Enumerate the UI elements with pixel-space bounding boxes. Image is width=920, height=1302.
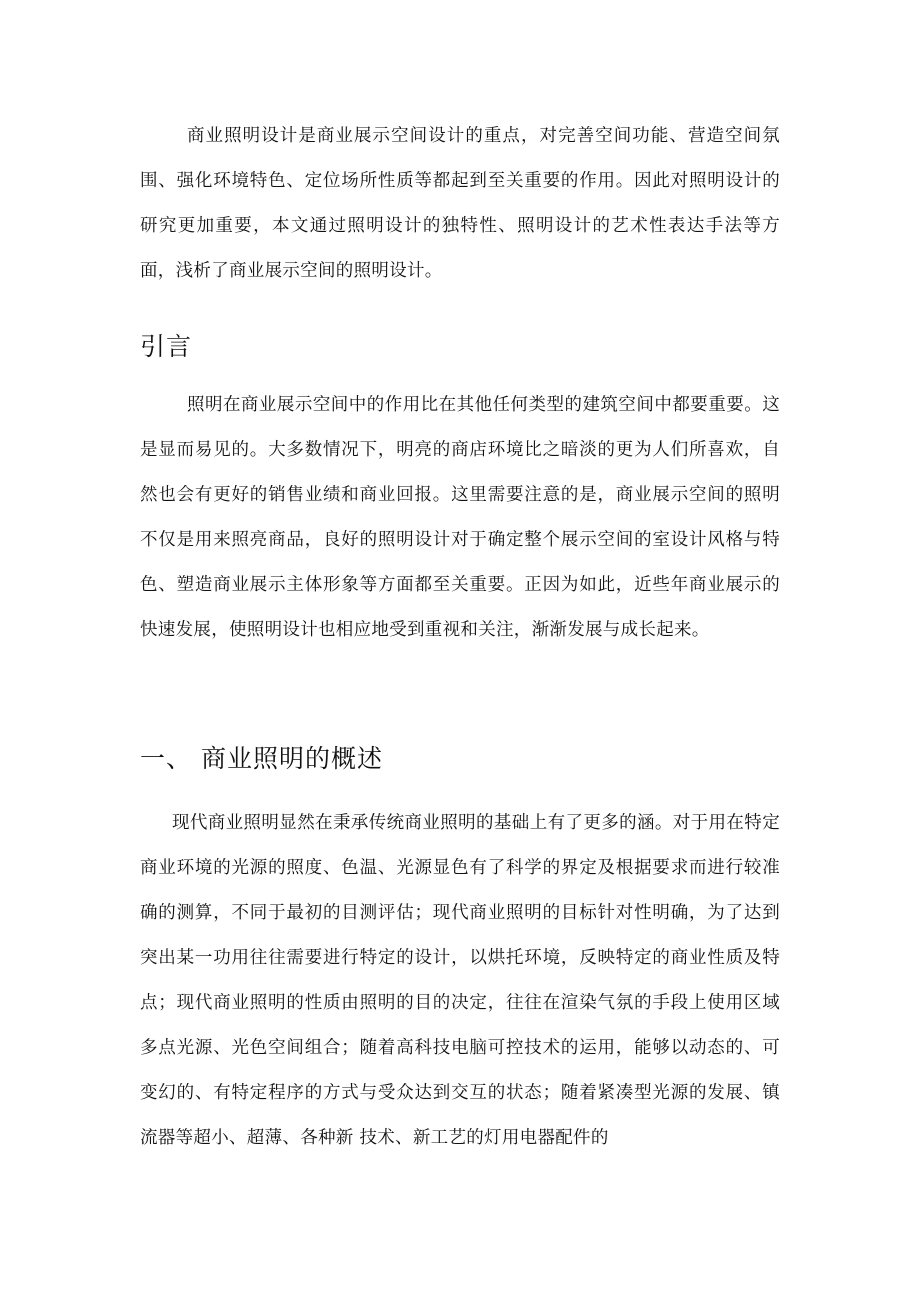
section-1-paragraph: 现代商业照明显然在秉承传统商业照明的基础上有了更多的涵。对于用在特定商业环境的光源的照度、色温、光源显色有了科学的界定及根据要求而进行较准确的测算，不同于最初的目测评估；现代商业照明的目标针对性明确，为了达到突出某一功用往往需要进行特定的设计，以烘托环境，反映特定的商业性质及特点；现代商业照明的性质由照明的目的决定，往往在渲染气氛的手段上使用区域多点光源、光色空间组合；随着高科技电脑可控技术的运用，能够以动态的、可变幻的、有特定程序的方式与受众达到交互的状态；随着紧凑型光源的发展、镇流器等超小、超薄、各种新 技术、新工艺的灯用电器配件的 [140,813,780,1148]
abstract-paragraph: 商业照明设计是商业展示空间设计的重点，对完善空间功能、营造空间氛围、强化环境特色、定位场所性质等都起到至关重要的作用。因此对照明设计的研究更加重要，本文通过照明设计的独特性、照明设计的艺术性表达手法等方面，浅析了商业展示空间的照明设计。 [140,126,780,281]
intro-paragraph: 照明在商业展示空间中的作用比在其他任何类型的建筑空间中都要重要。这是显而易见的。大多数情况下，明亮的商店环境比之暗淡的更为人们所喜欢，自然也会有更好的销售业绩和商业回报。这里需要注意的是，商业展示空间的照明不仅是用来照亮商品，良好的照明设计对于确定整个展示空间的室设计风格与特色、塑造商业展示主体形象等方面都至关重要。正因为如此，近些年商业展示的快速发展，使照明设计也相应地受到重视和关注，渐渐发展与成长起来。 [140,395,780,640]
intro-heading: 引言 [140,332,193,361]
section-1-heading: 一、 商业照明的概述 [140,744,383,773]
